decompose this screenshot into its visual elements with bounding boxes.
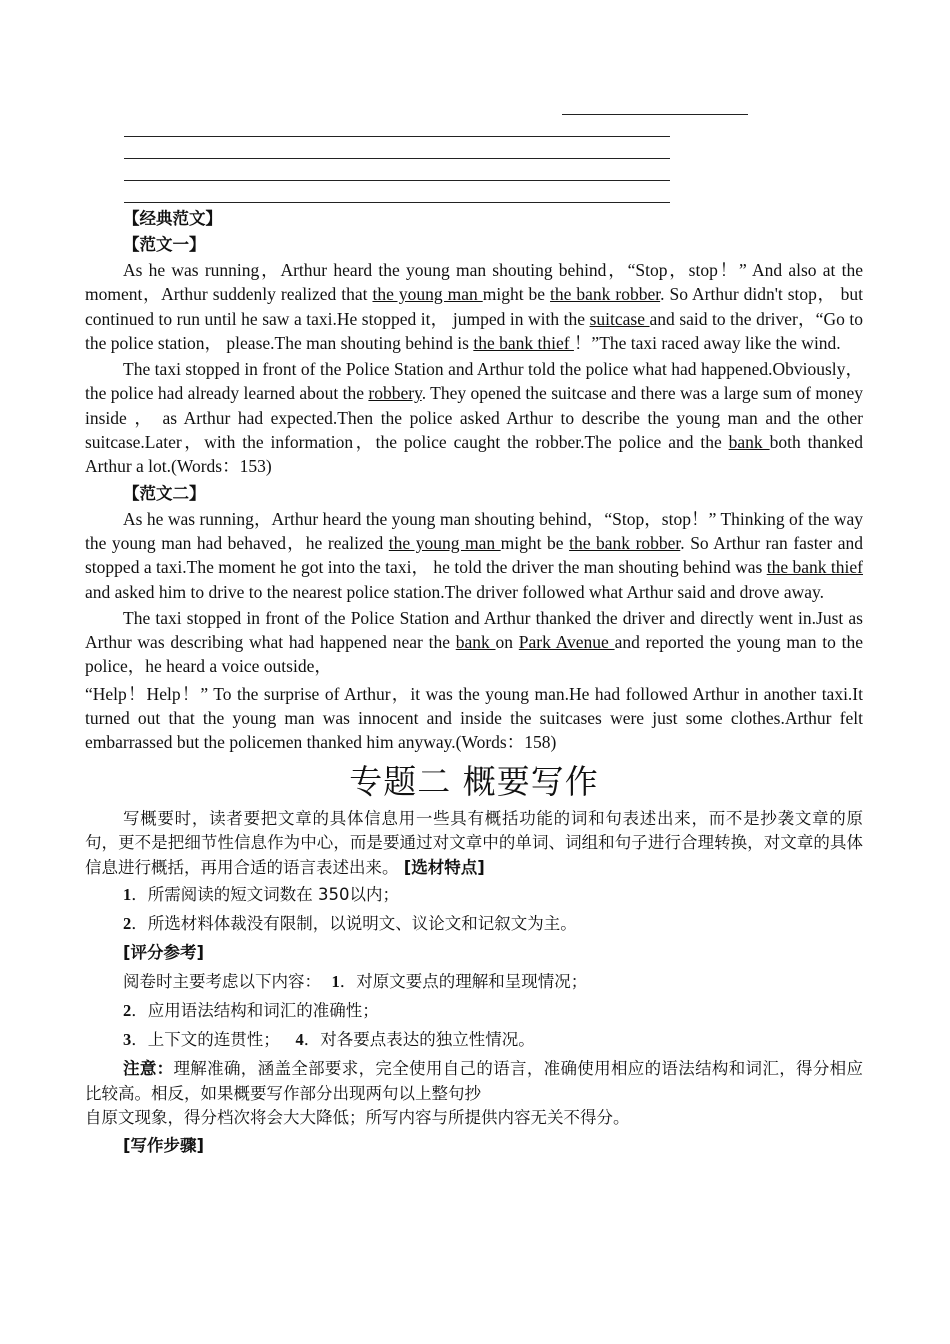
- answer-blank-line-5: [124, 202, 670, 203]
- scoring-heading: [评分参考]: [123, 943, 205, 963]
- answer-blank-line-3: [124, 158, 670, 159]
- topic-two-title: 专题二 概要写作: [349, 761, 599, 801]
- scoring-criteria-line-2: 2．应用语法结构和词汇的准确性；: [123, 1001, 379, 1021]
- underlined-phrase: the young man: [372, 284, 483, 305]
- scoring-criteria-line-1: 阅卷时主要考虑以下内容： 1．对原文要点的理解和呈现情况；: [123, 972, 588, 992]
- sample-two-paragraph-3: “Help！Help！” To the surprise of Arthur，it was the young man.He had followed Arthur in another taxi.It turned out that the young man was innocent and inside the suitcases were just some clothes.Arthur felt embarrassed but the policemen thanked him anyway.(Words：158): [85, 683, 863, 753]
- classic-sample-heading: 【经典范文】: [123, 209, 222, 228]
- sample-two-paragraph-2: The taxi stopped in front of the Police Station and Arthur thanked the driver and directly went in.Just as Arthur was describing what had happened near the bank on Park Avenue and reported the young man to the police，he heard a voice outside，: [85, 607, 863, 677]
- answer-blank-line-1: [562, 114, 748, 115]
- topic-two-intro: 写概要时，读者要把文章的具体信息用一些具有概括功能的词和句表述出来，而不是抄袭文章的原句，更不是把细节性信息作为中心，而是要通过对文章中的单词、词组和句子进行合理转换，对文章的具体信息进行概括，再用合适的语言表述出来。 [选材特点]: [85, 808, 863, 877]
- underlined-phrase: bank: [728, 432, 770, 453]
- scoring-note: 注意：理解准确，涵盖全部要求，完全使用自己的语言，准确使用相应的语法结构和词汇，得分相应比较高。相反，如果概要写作部分出现两句以上整句抄: [85, 1059, 864, 1103]
- sample-one-paragraph-1: As he was running，Arthur heard the young man shouting behind，“Stop，stop！” And also at the moment，Arthur suddenly realized that the young man might be the bank robber. So Arthur didn't stop， but continued to run until he saw a taxi.He stopped it， jumped in with the suitcase and said to the driver，“Go to the police station， please.The man shouting behind is the bank thief ！”The taxi raced away like the wind.: [85, 260, 863, 353]
- underlined-phrase: bank: [455, 632, 496, 653]
- material-item-1: 1．所需阅读的短文词数在 350以内；: [123, 885, 399, 905]
- underlined-phrase: the bank robber: [550, 284, 661, 305]
- material-features-heading: [选材特点]: [403, 857, 485, 877]
- scoring-note-continued: 自原文现象，得分档次将会大大降低；所写内容与所提供内容无关不得分。: [85, 1108, 630, 1128]
- note-label: 注意：: [123, 1059, 174, 1079]
- underlined-phrase: robbery: [368, 383, 422, 404]
- sample-one-paragraph-2: The taxi stopped in front of the Police Station and Arthur told the police what had happened.Obviously，the police had already learned about the robbery. They opened the suitcase and there was a large sum of money inside ， as Arthur had expected.Then the police asked Arthur to describe the young man and the other suitcase.Later，with the information，the police caught the robber.The police and the bank both thanked Arthur a lot.(Words：153): [85, 359, 863, 477]
- underlined-phrase: Park Avenue: [518, 632, 615, 653]
- material-item-2: 2．所选材料体裁没有限制，以说明文、议论文和记叙文为主。: [123, 914, 577, 934]
- sample-two-paragraph-1: As he was running，Arthur heard the young man shouting behind，“Stop，stop！” Thinking of the way the young man had behaved，he realized the young man might be the bank robber. So Arthur ran faster and stopped a taxi.The moment he got into the taxi， he told the driver the man shouting behind was the bank thief and asked him to drive to the nearest police station.The driver followed what Arthur said and drove away.: [85, 508, 863, 602]
- underlined-phrase: the bank robber: [569, 532, 681, 553]
- document-page: [85, 206, 863, 1160]
- sample-one-heading: 【范文一】: [123, 235, 206, 254]
- writing-steps-heading: [写作步骤]: [123, 1135, 205, 1155]
- underlined-phrase: the bank thief: [766, 557, 863, 578]
- answer-blank-line-2: [124, 136, 670, 137]
- underlined-phrase: the bank thief: [473, 332, 574, 353]
- sample-two-heading: 【范文二】: [123, 483, 206, 503]
- underlined-phrase: the young man: [388, 532, 501, 553]
- scoring-criteria-line-3: 3．上下文的连贯性； 4．对各要点表达的独立性情况。: [123, 1030, 535, 1050]
- answer-blank-line-4: [124, 180, 670, 181]
- underlined-phrase: suitcase: [589, 308, 650, 329]
